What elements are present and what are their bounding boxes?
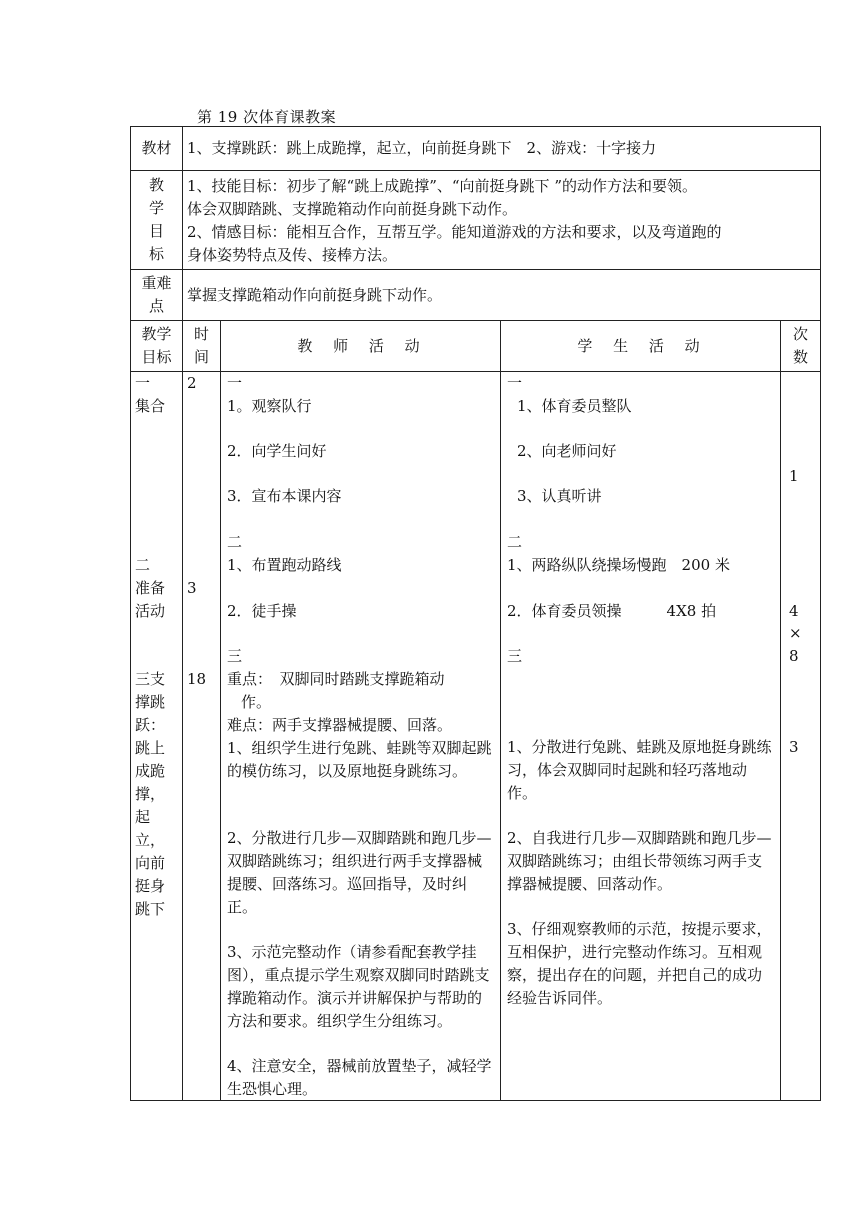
- teacher-item: 1、布置跑动路线: [227, 556, 342, 574]
- student-activity-column: [501, 372, 781, 1101]
- section-label-1: 集合: [135, 397, 166, 415]
- time-value: 3: [187, 579, 197, 597]
- activity-row: [131, 372, 821, 1101]
- goals-content: [183, 171, 821, 270]
- key-points-label-line: 点: [148, 297, 164, 315]
- student-paragraph: 1、分散进行兔跳、蛙跳及原地挺身跳练习，体会双脚同时起跳和轻巧落地动作。: [507, 738, 772, 802]
- header-objective-line: 教学: [141, 325, 172, 343]
- teacher-item: 3．宣布本课内容: [227, 487, 342, 505]
- header-count-line: 次: [793, 325, 809, 343]
- header-count: [781, 321, 821, 372]
- teacher-focus-cont: 作。: [241, 693, 272, 711]
- column-header-row: [131, 321, 821, 372]
- section-label-3: 撑，: [135, 785, 166, 803]
- teacher-item: 2．徒手操: [227, 602, 297, 620]
- count-value: 3: [789, 738, 799, 756]
- count-value: 4: [789, 602, 799, 620]
- teacher-paragraph: 3、示范完整动作（请参看配套教学挂图），重点提示学生观察双脚同时踏跳支撑跪箱动作。演示并讲解保护与帮助的方法和要求。组织学生分组练习。: [227, 943, 490, 1030]
- key-points-label: [131, 270, 183, 321]
- section-label-3: 跳下: [135, 900, 166, 918]
- lesson-plan-table: [130, 126, 821, 1101]
- header-teacher-activity: 教 师 活 动: [221, 321, 501, 372]
- key-points-label-line: 重难: [141, 274, 172, 292]
- header-time-line: 间: [193, 348, 209, 366]
- material-row: [131, 127, 821, 171]
- teacher-section-number: 一: [227, 374, 243, 392]
- teacher-activity-column: [221, 372, 501, 1101]
- goals-label-char: 标: [148, 245, 164, 263]
- count-column: [781, 372, 821, 1101]
- header-count-line: 数: [793, 348, 809, 366]
- header-objective: [131, 321, 183, 372]
- section-label-3: 跳上: [135, 739, 166, 757]
- student-paragraph: 2、自我进行几步—双脚踏跳和跑几步—双脚踏跳练习；由组长带领练习两手支撑器械提腰、回落动作。: [507, 829, 772, 893]
- key-points-content: 掌握支撑跪箱动作向前挺身跳下动作。: [183, 270, 821, 321]
- student-section-number: 二: [507, 533, 523, 551]
- student-item: 1、两路纵队绕操场慢跑 200 米: [507, 556, 730, 574]
- goals-line: 1、技能目标：初步了解“跳上成跪撑”、“向前挺身跳下 ”的动作方法和要领。: [187, 177, 697, 195]
- time-column: [183, 372, 221, 1101]
- student-item: 3、认真听讲: [517, 487, 602, 505]
- key-points-row: [131, 270, 821, 321]
- goals-line: 体会双脚踏跳、支撑跪箱动作向前挺身跳下动作。: [187, 200, 518, 218]
- goals-label: [131, 171, 183, 270]
- goals-label-char: 学: [148, 199, 164, 217]
- teacher-item: 2．向学生问好: [227, 442, 327, 460]
- goals-label-char: 教: [148, 176, 164, 194]
- count-value: 8: [789, 647, 799, 665]
- section-label-3: 成跪: [135, 762, 166, 780]
- section-label-2: 准备: [135, 579, 166, 597]
- section-label-3: 起: [135, 808, 151, 826]
- section-label-2: 二: [135, 556, 151, 574]
- header-student-activity: 学 生 活 动: [501, 321, 781, 372]
- goals-line: 2、情感目标：能相互合作，互帮互学。能知道游戏的方法和要求，以及弯道跑的: [187, 223, 722, 241]
- section-label-3: 立，: [135, 831, 166, 849]
- teacher-paragraph: 1、组织学生进行兔跳、蛙跳等双脚起跳的模仿练习，以及原地挺身跳练习。: [227, 739, 492, 780]
- section-label-1: 一: [135, 374, 151, 392]
- header-time-line: 时: [193, 325, 209, 343]
- teacher-difficulty: 难点：两手支撑器械提腰、回落。: [227, 716, 453, 734]
- student-item: 2．体育委员领操 4X8 拍: [507, 602, 717, 620]
- count-value: ×: [789, 624, 802, 642]
- header-time: [183, 321, 221, 372]
- teacher-section-number: 三: [227, 647, 243, 665]
- student-section-number: 一: [507, 374, 523, 392]
- time-value: 2: [187, 374, 197, 392]
- page-title: 第 19 次体育课教案: [197, 108, 337, 126]
- section-label-3: 挺身: [135, 877, 166, 895]
- section-label-3: 撑跳: [135, 693, 166, 711]
- goals-label-char: 目: [148, 222, 164, 240]
- student-section-number: 三: [507, 647, 523, 665]
- objective-column: [131, 372, 183, 1101]
- teacher-paragraph: 2、分散进行几步—双脚踏跳和跑几步—双脚踏跳练习；组织进行两手支撑器械提腰、回落练习。巡回指导，及时纠正。: [227, 829, 492, 916]
- student-item: 1、体育委员整队: [517, 397, 632, 415]
- count-value: 1: [789, 467, 799, 485]
- teacher-section-number: 二: [227, 533, 243, 551]
- time-value: 18: [187, 670, 207, 688]
- student-item: 2、向老师问好: [517, 442, 617, 460]
- teacher-item: 1。观察队行: [227, 397, 312, 415]
- header-objective-line: 目标: [141, 348, 172, 366]
- teacher-paragraph: 4、注意安全，器械前放置垫子，减轻学生恐惧心理。: [227, 1057, 492, 1098]
- section-label-3: 向前: [135, 854, 166, 872]
- section-label-3: 三支: [135, 670, 166, 688]
- student-paragraph: 3、仔细观察教师的示范，按提示要求，互相保护，进行完整动作练习。互相观察，提出存在的问题，并把自己的成功经验告诉同伴。: [507, 920, 772, 1007]
- goals-row: [131, 171, 821, 270]
- material-content: 1、支撑跳跃：跳上成跪撑，起立，向前挺身跳下 2、游戏：十字接力: [183, 127, 821, 171]
- goals-line: 身体姿势特点及传、接棒方法。: [187, 246, 398, 264]
- section-label-3: 跃：: [135, 716, 166, 734]
- material-label: 教材: [131, 127, 183, 171]
- section-label-2: 活动: [135, 602, 166, 620]
- teacher-focus: 重点： 双脚同时踏跳支撑跪箱动: [227, 670, 445, 688]
